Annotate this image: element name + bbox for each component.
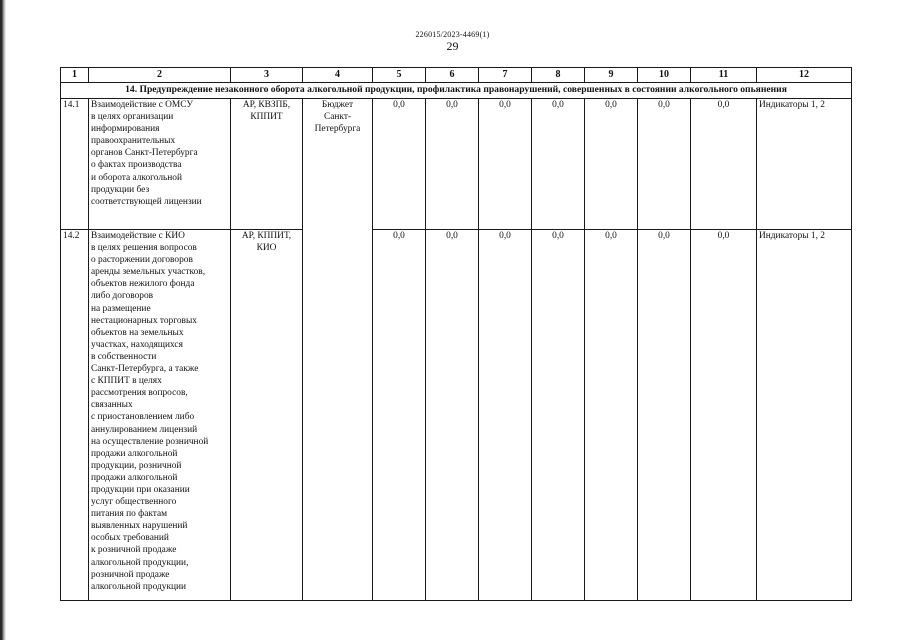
row-executor <box>231 99 303 230</box>
indicators-cell: Индикаторы 1, 2 <box>757 230 852 601</box>
column-number: 2 <box>89 68 231 83</box>
column-number-row <box>61 68 852 83</box>
description-line: и оборота алкогольной <box>91 172 183 183</box>
description-line: розничной продаже <box>91 569 170 580</box>
description-line: продукции при оказании <box>91 484 190 495</box>
description-line: правоохранительных <box>91 136 176 147</box>
source-line: Бюджет <box>321 100 354 110</box>
source-line: Санкт- <box>323 112 352 123</box>
description-line: о расторжении договоров <box>91 255 193 266</box>
program-table <box>60 67 852 601</box>
value-cell: 0,0 <box>691 230 757 601</box>
row-description <box>89 230 231 601</box>
description-line: на осуществление розничной <box>91 436 209 447</box>
column-number: 8 <box>532 68 585 83</box>
description-line: к розничной продаже <box>91 545 177 556</box>
value-cell: 0,0 <box>638 99 691 230</box>
description-line: в целях организации <box>91 112 174 123</box>
executor-line: АР, КППИТ, <box>241 231 292 241</box>
row-executor <box>231 230 303 601</box>
description-line: на размещение <box>91 303 151 314</box>
table-row <box>61 230 852 601</box>
executor-line: КИО <box>256 243 277 254</box>
table-row <box>61 99 852 230</box>
value-cell: 0,0 <box>585 230 638 601</box>
column-number: 1 <box>61 68 89 83</box>
column-number: 6 <box>426 68 479 83</box>
column-number: 3 <box>231 68 303 83</box>
description-line: Взаимодействие с КИО <box>91 231 185 241</box>
value-cell: 0,0 <box>479 230 532 601</box>
section-title: 14. Предупреждение незаконного оборота алкогольной продукции, профилактика правонарушений, совершенных в состоянии алкогольного опьянения <box>61 83 852 99</box>
value-cell: 0,0 <box>691 99 757 230</box>
description-line: объектов на земельных <box>91 327 184 338</box>
value-cell: 0,0 <box>532 230 585 601</box>
description-line: продукции, розничной <box>91 460 182 471</box>
description-line: о фактах производства <box>91 160 182 171</box>
value-cell: 0,0 <box>373 99 426 230</box>
column-number: 12 <box>757 68 852 83</box>
page-number: 29 <box>446 39 459 53</box>
executor-line: КППИТ <box>250 112 283 123</box>
row-number: 14.1 <box>61 99 89 230</box>
row-description <box>89 99 231 230</box>
scan-edge <box>0 0 6 640</box>
description-line: особых требований <box>91 533 169 544</box>
value-cell: 0,0 <box>638 230 691 601</box>
description-line: нестационарных торговых <box>91 315 197 326</box>
description-line: выявленных нарушений <box>91 521 188 532</box>
description-line: органов Санкт-Петербурга <box>91 148 198 159</box>
description-line: соответствующей лицензии <box>91 196 202 207</box>
column-number: 4 <box>303 68 373 83</box>
description-line: с КППИТ в целях <box>91 376 162 387</box>
description-line: продажи алкогольной <box>91 472 178 483</box>
value-cell: 0,0 <box>373 230 426 601</box>
column-number: 9 <box>585 68 638 83</box>
description-line: услуг общественного <box>91 497 177 508</box>
value-cell: 0,0 <box>426 99 479 230</box>
funding-source <box>303 99 373 601</box>
description-line: с приостановлением либо <box>91 412 195 423</box>
description-line: алкогольной продукции <box>91 581 187 592</box>
column-number: 11 <box>691 68 757 83</box>
section-row <box>61 83 852 99</box>
description-line: связанных <box>91 400 133 411</box>
column-number: 7 <box>479 68 532 83</box>
value-cell: 0,0 <box>426 230 479 601</box>
description-line: объектов нежилого фонда <box>91 279 195 290</box>
document-reference: 226015/2023-4469(1) <box>415 30 490 39</box>
description-line: продукции без <box>91 184 150 195</box>
description-line: питания по фактам <box>91 509 168 520</box>
description-line: участках, находящихся <box>91 339 183 350</box>
description-line: Санкт-Петербурга, а также <box>91 364 199 375</box>
description-line: в собственности <box>91 351 157 362</box>
description-line: либо договоров <box>91 291 154 302</box>
indicators-cell: Индикаторы 1, 2 <box>757 99 852 230</box>
column-number: 10 <box>638 68 691 83</box>
column-number: 5 <box>373 68 426 83</box>
value-cell: 0,0 <box>479 99 532 230</box>
description-line: информирования <box>91 124 160 135</box>
description-line: в целях решения вопросов <box>91 243 197 254</box>
row-number: 14.2 <box>61 230 89 601</box>
description-line: продажи алкогольной <box>91 448 178 459</box>
source-line: Петербурга <box>314 124 361 135</box>
description-line: аренды земельных участков, <box>91 267 206 278</box>
description-line: рассмотрения вопросов, <box>91 388 188 399</box>
description-line: Взаимодействие с ОМСУ <box>91 100 194 110</box>
description-line: аннулированием лицензий <box>91 424 198 435</box>
description-line: алкогольной продукции, <box>91 557 189 568</box>
executor-line: АР, КВЗПБ, <box>242 100 291 110</box>
value-cell: 0,0 <box>532 99 585 230</box>
value-cell: 0,0 <box>585 99 638 230</box>
